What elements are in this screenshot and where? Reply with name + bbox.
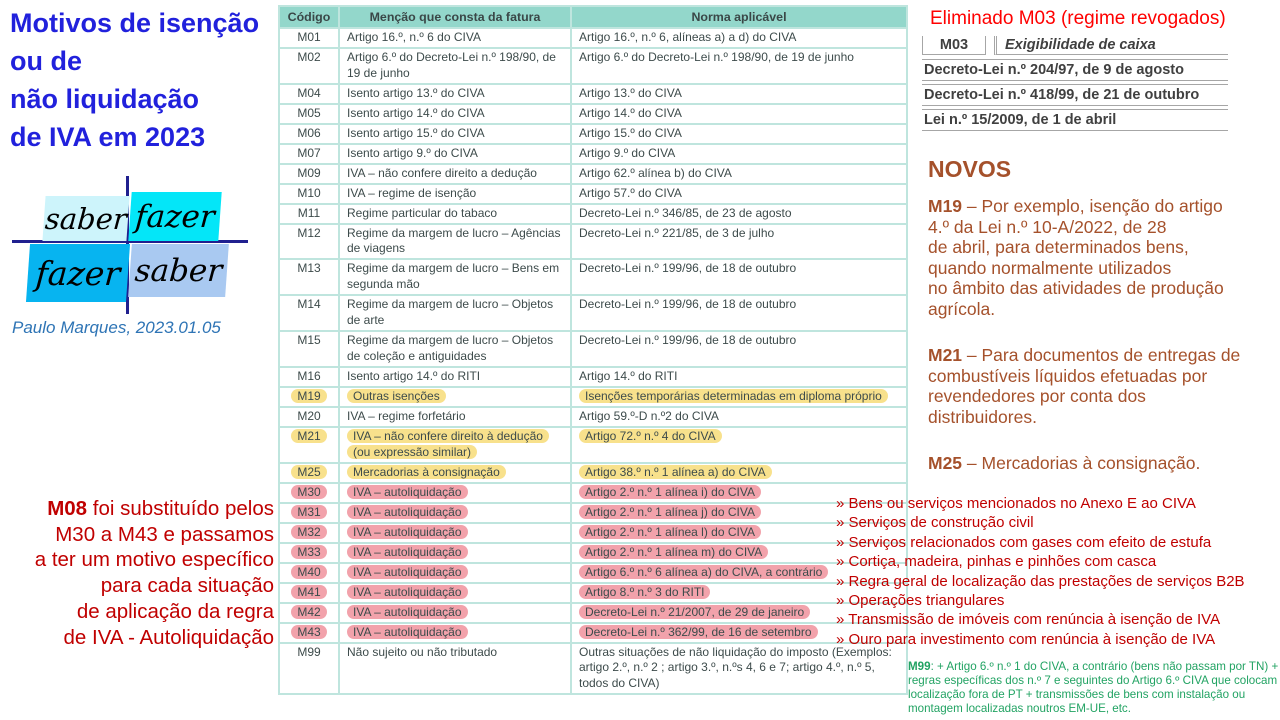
highlight-pill: Artigo 2.º n.º 1 alínea m) do CIVA [579,545,768,559]
bullet-item: » Bens ou serviços mencionados no Anexo E ao CIVA [836,495,1196,512]
highlight-pill: M33 [291,545,326,559]
table-row [279,295,907,331]
code-cell: M01 [279,28,339,48]
highlight-pill: M31 [291,505,326,519]
bullet-item: » Transmissão de imóveis com renúncia à isenção de IVA [836,611,1221,629]
table-row [279,204,907,224]
highlight-pill: IVA – autoliquidação [347,585,468,599]
table-row [279,184,907,204]
norm-cell: Artigo 6.º do Decreto-Lei n.º 198/90, de 19 de junho [571,48,907,84]
norm-cell [571,387,907,407]
table-row [279,331,907,367]
code-cell: M15 [279,331,339,367]
novos-heading: NOVOS [928,156,1012,182]
code-cell [279,583,339,603]
highlight-pill: IVA – autoliquidação [347,565,468,579]
highlight-pill: M21 [291,429,326,443]
highlight-pill: IVA – autoliquidação [347,625,468,639]
mention-cell: Isento artigo 13.º do CIVA [339,84,571,104]
novos-item-m21: M21 – Para documentos de entregas de combustíveis líquidos efetuadas por revendedores por conta dos distribuidores. [928,345,1241,427]
code-cell: M04 [279,84,339,104]
table-row [279,563,907,583]
mention-cell [339,563,571,583]
norm-cell: Artigo 16.º, n.º 6, alíneas a) a d) do CIVA [571,28,907,48]
mention-cell: Regime da margem de lucro – Objetos de arte [339,295,571,331]
code-cell [279,463,339,483]
highlight-pill: M40 [291,565,326,579]
m99-note: M99: + Artigo 6.º n.º 1 do CIVA, a contrário (bens não passam por TN) + regras específicas dos n.º 7 e seguintes do Artigo 6.º CIVA que colocam localização fora de PT + transmissões de bens com instalação ou montagem localizadas noutros EM-UE, etc. [908,660,1279,715]
novos-item-m19: M19 – Por exemplo, isenção do artigo 4.º da Lei n.º 10-A/2022, de 28 de abril, para determinados bens, quando normalmente utilizados no âmbito das atividades de produção agrícola. [928,196,1224,319]
highlight-pill: IVA – autoliquidação [347,505,468,519]
m08-replacement-note: M08 foi substituído pelos M30 a M43 e passamos a ter um motivo específico para cada situação de aplicação da regra de IVA - Autoliquidação [34,497,274,649]
table-header-row [279,6,907,28]
code-cell: M10 [279,184,339,204]
code-cell: M99 [279,643,339,695]
mention-cell [339,427,571,463]
code-cell: M09 [279,164,339,184]
mention-cell: Isento artigo 15.º do CIVA [339,124,571,144]
highlight-pill: M25 [291,465,326,479]
mention-cell [339,523,571,543]
norm-cell: Artigo 14.º do CIVA [571,104,907,124]
table-row [279,124,907,144]
norm-cell: Decreto-Lei n.º 199/96, de 18 de outubro [571,259,907,295]
highlight-pill: Artigo 8.º n.º 3 do RITI [579,585,710,599]
bullet-item: » Regra geral de localização das prestações de serviços B2B [836,572,1245,590]
code-cell [279,603,339,623]
mention-cell: Regime particular do tabaco [339,204,571,224]
norm-cell: Outras situações de não liquidação do imposto (Exemplos: artigo 2.º, n.º 2 ; artigo 3.º, n.ºs 4, 6 e 7; artigo 4.º, n.º 5, todos do CIVA) [571,643,907,695]
table-row [279,523,907,543]
highlight-pill: IVA – autoliquidação [347,605,468,619]
table-row [279,164,907,184]
table-row [279,407,907,427]
highlight-pill: M30 [291,485,326,499]
highlight-pill: Mercadorias à consignação [347,465,506,479]
header-norma: Norma aplicável [571,6,907,28]
code-cell [279,543,339,563]
bullet-item: » Ouro para investimento com renúncia à isenção de IVA [836,630,1216,648]
law-item: Lei n.º 15/2009, de 1 de abril [922,109,1228,131]
saber-fazer-logo [0,176,262,318]
code-cell [279,427,339,463]
code-cell: M14 [279,295,339,331]
highlight-pill: Artigo 2.º n.º 1 alínea i) do CIVA [579,485,761,499]
norm-cell: Artigo 13.º do CIVA [571,84,907,104]
mention-cell: Regime da margem de lucro – Objetos de coleção e antiguidades [339,331,571,367]
mention-cell [339,483,571,503]
mention-cell: IVA – regime forfetário [339,407,571,427]
logo-quadrant-fazer-1: fazer [128,192,221,241]
table-row [279,84,907,104]
mention-cell: Isento artigo 14.º do RITI [339,367,571,387]
m03-code-cell: M03 [922,36,986,55]
norm-cell: Artigo 62.º alínea b) do CIVA [571,164,907,184]
table-row [279,259,907,295]
table-row [279,48,907,84]
logo-quadrant-saber-1: saber [42,196,129,241]
bullet-item: » Operações triangulares [836,591,1005,609]
autoliquidacao-bullet-list [836,494,1245,649]
iva-table [278,5,908,695]
highlight-pill: M32 [291,525,326,539]
eliminated-heading: Eliminado M03 (regime revogados) [930,8,1226,29]
mention-cell: Regime da margem de lucro – Agências de viagens [339,224,571,260]
highlight-pill: Decreto-Lei n.º 362/99, de 16 de setembro [579,625,818,639]
highlight-pill: Decreto-Lei n.º 21/2007, de 29 de janeiro [579,605,810,619]
m03-row [922,36,1228,55]
norm-cell [571,427,907,463]
norm-cell: Decreto-Lei n.º 199/96, de 18 de outubro [571,331,907,367]
norm-cell: Artigo 14.º do RITI [571,367,907,387]
highlight-pill: M42 [291,605,326,619]
header-mencao: Menção que consta da fatura [339,6,571,28]
table-row [279,583,907,603]
mention-cell [339,623,571,643]
code-cell [279,483,339,503]
mention-cell [339,463,571,483]
mention-cell [339,387,571,407]
code-cell: M13 [279,259,339,295]
highlight-pill: IVA – não confere direito à dedução (ou expressão similar) [347,429,549,459]
table-row [279,427,907,463]
mention-cell [339,583,571,603]
norm-cell: Artigo 9.º do CIVA [571,144,907,164]
mention-cell: Não sujeito ou não tributado [339,643,571,695]
norm-cell: Decreto-Lei n.º 221/85, de 3 de julho [571,224,907,260]
logo-quadrant-saber-2: saber [128,244,229,297]
code-cell: M06 [279,124,339,144]
table-row [279,224,907,260]
m03-detail-table [922,36,1228,131]
mention-cell: IVA – regime de isenção [339,184,571,204]
table-row [279,623,907,643]
mention-cell: Artigo 6.º do Decreto-Lei n.º 198/90, de 19 de junho [339,48,571,84]
highlight-pill: Artigo 6.º n.º 6 alínea a) do CIVA, a contrário [579,565,828,579]
novos-items [928,196,1280,474]
highlight-pill: M43 [291,625,326,639]
code-cell [279,387,339,407]
novos-item-m25: M25 – Mercadorias à consignação. [928,453,1201,473]
table-row [279,463,907,483]
header-codigo: Código [279,6,339,28]
code-cell: M05 [279,104,339,124]
highlight-pill: IVA – autoliquidação [347,545,468,559]
highlight-pill: Artigo 38.º n.º 1 alínea a) do CIVA [579,465,772,479]
norm-cell: Artigo 57.º do CIVA [571,184,907,204]
code-cell [279,523,339,543]
code-cell: M16 [279,367,339,387]
norm-cell: Decreto-Lei n.º 199/96, de 18 de outubro [571,295,907,331]
mention-cell: IVA – não confere direito a dedução [339,164,571,184]
law-item: Decreto-Lei n.º 418/99, de 21 de outubro [922,84,1228,106]
table-row [279,603,907,623]
code-cell [279,503,339,523]
mention-cell: Isento artigo 14.º do CIVA [339,104,571,124]
table-row [279,643,907,695]
table-row [279,543,907,563]
iva-table-body [279,28,907,694]
table-row [279,387,907,407]
code-cell [279,623,339,643]
mention-cell [339,543,571,563]
highlight-pill: Outras isenções [347,389,446,403]
code-cell: M02 [279,48,339,84]
code-cell [279,563,339,583]
table-row [279,503,907,523]
page-title: Motivos de isenção ou de não liquidação de IVA em 2023 [10,8,260,152]
law-item: Decreto-Lei n.º 204/97, de 9 de agosto [922,59,1228,81]
bullet-item: » Serviços relacionados com gases com efeito de estufa [836,533,1212,551]
m03-laws-list [922,59,1228,131]
norm-cell [571,463,907,483]
logo-quadrant-fazer-2: fazer [26,244,130,302]
code-cell: M07 [279,144,339,164]
novos-section [928,156,1280,474]
table-row [279,104,907,124]
highlight-pill: Isenções temporárias determinadas em diploma próprio [579,389,888,403]
mention-cell [339,503,571,523]
m03-label-cell: Exigibilidade de caixa [994,36,1228,55]
highlight-pill: Artigo 72.º n.º 4 do CIVA [579,429,722,443]
code-cell: M12 [279,224,339,260]
norm-cell: Decreto-Lei n.º 346/85, de 23 de agosto [571,204,907,224]
code-cell: M11 [279,204,339,224]
table-row [279,367,907,387]
norm-cell: Artigo 15.º do CIVA [571,124,907,144]
mention-cell: Isento artigo 9.º do CIVA [339,144,571,164]
table-row [279,144,907,164]
iva-table-wrap [278,5,908,695]
table-row [279,483,907,503]
bullet-item: » Cortiça, madeira, pinhas e pinhões com casca [836,553,1157,571]
bullet-item: » Serviços de construção civil [836,514,1034,532]
table-row [279,28,907,48]
author-caption: Paulo Marques, 2023.01.05 [12,318,221,337]
mention-cell [339,603,571,623]
code-cell: M20 [279,407,339,427]
norm-cell: Artigo 59.º-D n.º2 do CIVA [571,407,907,427]
mention-cell: Artigo 16.º, n.º 6 do CIVA [339,28,571,48]
mention-cell: Regime da margem de lucro – Bens em segunda mão [339,259,571,295]
highlight-pill: IVA – autoliquidação [347,525,468,539]
highlight-pill: Artigo 2.º n.º 1 alínea l) do CIVA [579,525,761,539]
highlight-pill: M41 [291,585,326,599]
highlight-pill: M19 [291,389,326,403]
highlight-pill: IVA – autoliquidação [347,485,468,499]
highlight-pill: Artigo 2.º n.º 1 alínea j) do CIVA [579,505,761,519]
